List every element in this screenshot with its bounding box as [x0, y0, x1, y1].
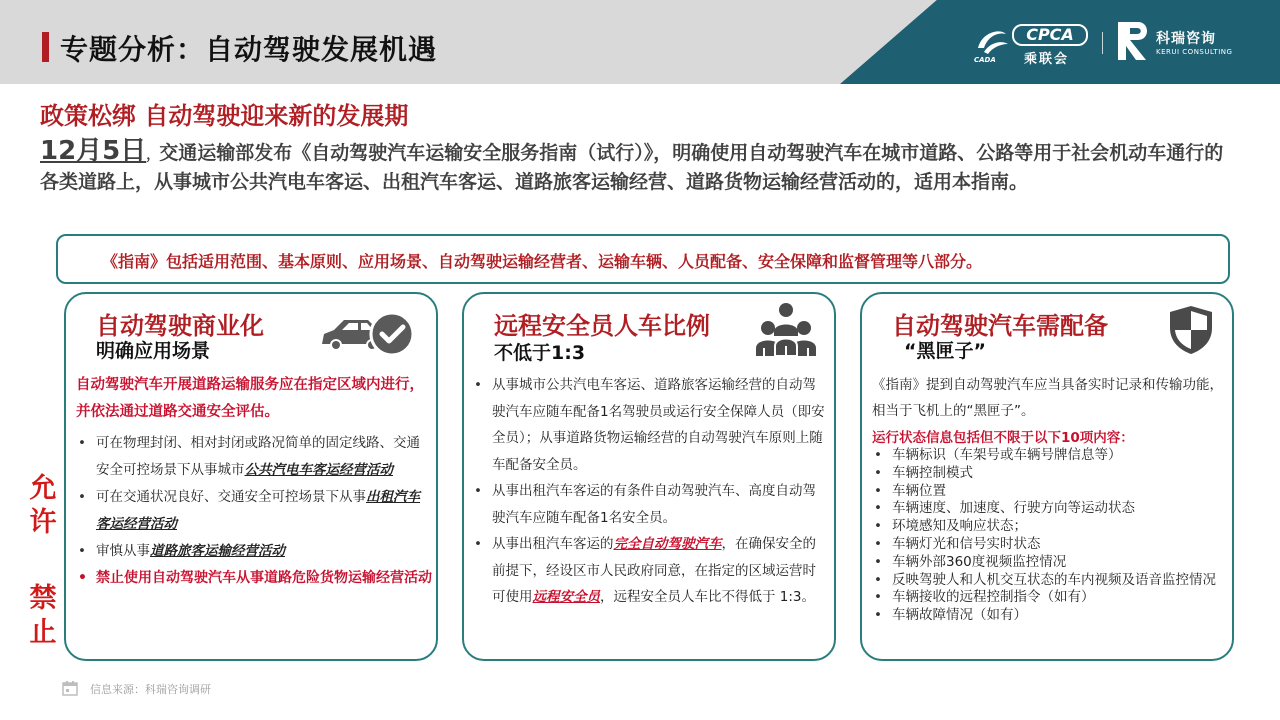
item-emphasis: 完全自动驾驶汽车 — [613, 536, 722, 552]
card2-list — [472, 372, 828, 611]
kerui-k-icon — [1116, 20, 1150, 62]
card2-title: 远程安全员人车比例 — [494, 312, 710, 340]
page-title: 专题分析：自动驾驶发展机遇 — [60, 33, 438, 66]
card3-list — [872, 447, 1228, 625]
cpca-cn-name: 乘联会 — [1024, 52, 1070, 67]
card3-title: 自动驾驶汽车需配备 — [892, 312, 1108, 340]
item-text: 禁止使用自动驾驶汽车从事道路危险货物运输经营活动 — [96, 570, 432, 586]
logo-divider — [1102, 32, 1103, 54]
item-emphasis: 公共汽电车客运经营活动 — [244, 462, 393, 478]
intro-comma: ， — [146, 148, 160, 163]
kerui-cn-name: 科瑞咨询 — [1156, 31, 1216, 47]
item-emphasis: 道路旅客运输经营活动 — [150, 543, 285, 559]
card1-list — [76, 430, 432, 592]
kerui-logo — [1116, 20, 1236, 66]
item-emphasis: 出租汽车客运经营活动 — [96, 489, 420, 532]
list-item — [76, 538, 432, 565]
banner-text: 《指南》包括适用范围、基本原则、应用场景、自动驾驶运输经营者、运输车辆、人员配备、安全保障和监督管理等八部分。 — [102, 252, 983, 271]
title-accent-bar — [42, 32, 49, 62]
item-emphasis: 远程安全员 — [532, 589, 600, 605]
list-item — [472, 478, 828, 531]
item-text: ，远程安全员人车比不得低于 1:3。 — [600, 589, 816, 605]
item-text: 从事出租汽车客运的 — [492, 536, 614, 552]
calendar-icon — [62, 680, 78, 696]
guide-banner — [56, 234, 1230, 284]
intro-paragraph — [40, 138, 1240, 196]
list-item — [472, 372, 828, 478]
side-label-allow: 允许 — [29, 473, 57, 538]
item-text: ，在确保安全的前提下，经设区市人民政府同意，在指定的区域运营时可使用 — [492, 536, 816, 605]
card1-subtitle: 明确应用场景 — [96, 340, 211, 362]
card1-lead: 自动驾驶汽车开展道路运输服务应在指定区域内进行，并依法通过道路交通安全评估。 — [76, 377, 424, 420]
list-item: • 车辆外部360度视频监控情况 — [872, 554, 1228, 572]
list-item: • 车辆标识（车架号或车辆号牌信息等） — [872, 447, 1228, 465]
kerui-en-name: KERUI CONSULTING — [1156, 48, 1233, 56]
list-item: • 车辆速度、加速度、行驶方向等运动状态 — [872, 500, 1228, 518]
shield-icon — [1166, 304, 1216, 356]
car-check-icon — [320, 310, 416, 358]
card-remote-safety — [462, 292, 836, 661]
cpca-logo — [972, 22, 1092, 66]
intro-text: 交通运输部发布《自动驾驶汽车运输安全服务指南（试行）》，明确使用自动驾驶汽车在城市道路、公路等用于社会机动车通行的各类道路上，从事城市公共汽电车客运、出租汽车客运、道路旅客运输经营、道路货物运输经营活动的，适用本指南。 — [40, 142, 1224, 193]
cpca-wordmark: CPCA — [1012, 24, 1088, 46]
card3-subtitle: “黑匣子” — [904, 340, 986, 362]
card-commercialization — [64, 292, 438, 661]
people-group-icon — [754, 302, 818, 358]
card1-title: 自动驾驶商业化 — [96, 312, 264, 340]
list-item-ban — [76, 565, 432, 592]
list-item: • 车辆灯光和信号实时状态 — [872, 536, 1228, 554]
list-item: • 车辆位置 — [872, 483, 1228, 501]
item-text: 从事出租汽车客运的有条件自动驾驶汽车、高度自动驾驶汽车应随车配备1名安全员。 — [492, 483, 816, 526]
list-item: • 车辆接收的远程控制指令（如有） — [872, 589, 1228, 607]
item-text: 从事城市公共汽电车客运、道路旅客运输经营的自动驾驶汽车应随车配备1名驾驶员或运行安全保障人员（即安全员）；从事道路货物运输经营的自动驾驶汽车原则上随车配备安全员。 — [492, 377, 825, 473]
side-label-ban: 禁止 — [29, 583, 57, 648]
card-black-box — [860, 292, 1234, 661]
card3-lead: 《指南》提到自动驾驶汽车应当具备实时记录和传输功能，相当于飞机上的“黑匣子”。 — [872, 377, 1223, 419]
list-item — [76, 430, 432, 484]
intro-date: 12月5日 — [40, 136, 147, 166]
header — [0, 0, 1280, 84]
list-item — [472, 531, 828, 611]
list-item: • 环境感知及响应状态； — [872, 518, 1228, 536]
list-item — [76, 484, 432, 538]
cpca-small-text: CADA — [974, 56, 996, 64]
item-text: 审慎从事 — [96, 543, 150, 559]
card3-list-heading: 运行状态信息包括但不限于以下10项内容： — [872, 430, 1134, 446]
list-item: • 反映驾驶人和人机交互状态的车内视频及语音监控情况 — [872, 572, 1228, 590]
section-subtitle: 政策松绑 自动驾驶迎来新的发展期 — [40, 102, 409, 130]
list-item: • 车辆控制模式 — [872, 465, 1228, 483]
source-note: 信息来源：科瑞咨询调研 — [90, 683, 211, 696]
item-text: 可在物理封闭、相对封闭或路况简单的固定线路、交通安全可控场景下从事城市 — [96, 435, 420, 478]
cpca-swirl-icon — [974, 26, 1010, 56]
list-item: • 车辆故障情况（如有） — [872, 607, 1228, 625]
card2-subtitle: 不低于1:3 — [494, 342, 586, 364]
item-text: 可在交通状况良好、交通安全可控场景下从事 — [96, 489, 366, 505]
